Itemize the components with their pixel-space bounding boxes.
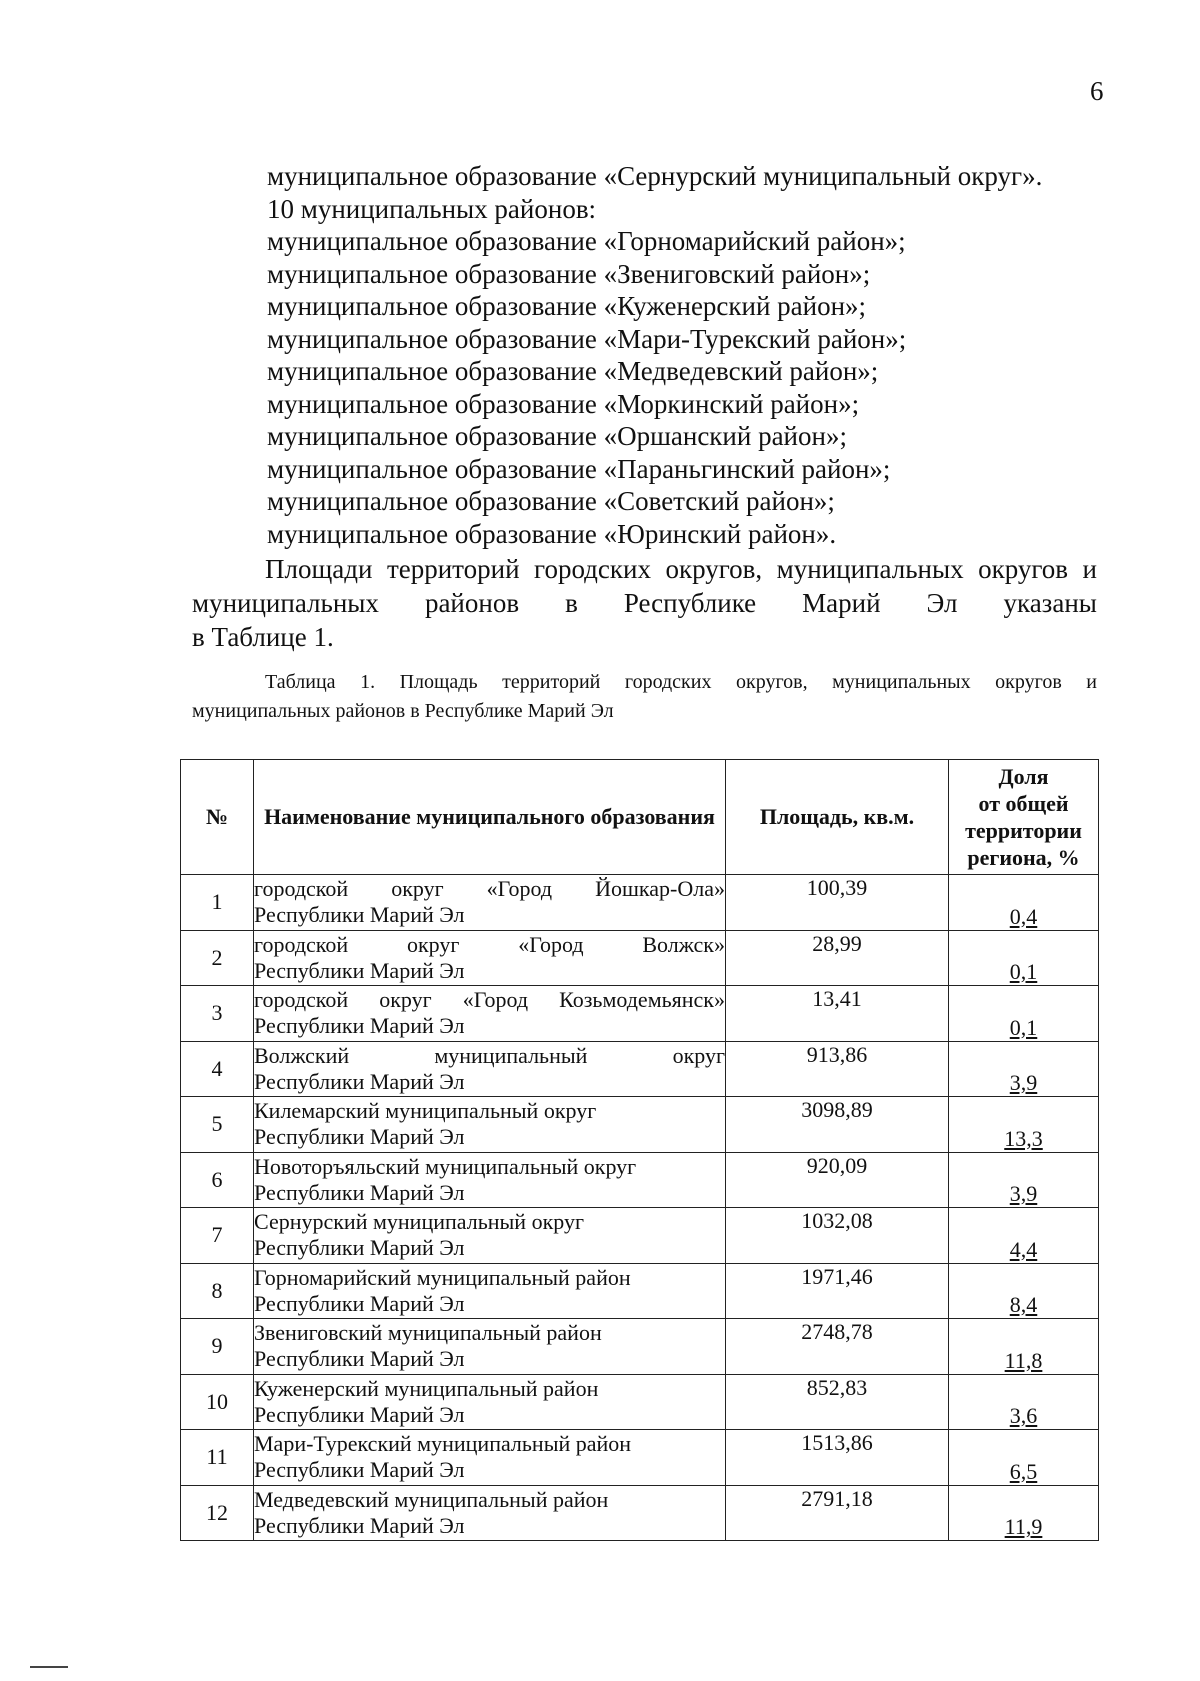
row-area: 2748,78 — [726, 1319, 949, 1375]
row-name-line: Республики Марий Эл — [254, 1401, 465, 1427]
row-num: 6 — [181, 1152, 254, 1208]
paragraph-word: в — [565, 588, 578, 618]
row-num: 8 — [181, 1263, 254, 1319]
row-name-line: Республики Марий Эл — [254, 957, 465, 983]
row-name-line: Республики Марий Эл — [254, 1512, 465, 1538]
row-name-line: Волжский муниципальный округ — [254, 1042, 725, 1068]
row-area: 2791,18 — [726, 1485, 949, 1541]
table-row — [181, 1208, 1099, 1264]
row-share — [949, 1374, 1099, 1430]
row-name-line: городской округ «Город Йошкар-Ола» — [254, 876, 725, 902]
row-share-value: 8,4 — [1009, 1292, 1038, 1317]
row-share-value: 3,9 — [1009, 1070, 1038, 1095]
row-name-line: Килемарский муниципальный округ — [254, 1098, 597, 1124]
footer-divider — [30, 1666, 68, 1668]
header-share — [949, 760, 1099, 875]
header-share-line: территории — [965, 818, 1082, 843]
row-area: 920,09 — [726, 1152, 949, 1208]
list-item: муниципальное образование «Моркинский район»; — [267, 388, 860, 419]
row-name-line: Звениговский муниципальный район — [254, 1320, 602, 1346]
row-name — [254, 930, 726, 986]
row-name-line: Республики Марий Эл — [254, 902, 465, 928]
table-row — [181, 1319, 1099, 1375]
list-item: муниципальное образование «Юринский район». — [267, 518, 837, 549]
row-share — [949, 1319, 1099, 1375]
row-share-value: 13,3 — [1004, 1125, 1043, 1151]
table-row — [181, 1041, 1099, 1097]
row-num: 12 — [181, 1485, 254, 1541]
row-name — [254, 986, 726, 1042]
row-name-line: Медведевский муниципальный район — [254, 1486, 609, 1512]
row-name-line: Республики Марий Эл — [254, 1235, 465, 1261]
row-name-line: Республики Марий Эл — [254, 1124, 465, 1150]
row-share-value: 11,8 — [1004, 1347, 1043, 1373]
row-num: 7 — [181, 1208, 254, 1264]
row-num: 5 — [181, 1097, 254, 1153]
row-name-line: Республики Марий Эл — [254, 1179, 465, 1205]
header-area: Площадь, кв.м. — [726, 760, 949, 875]
row-num: 4 — [181, 1041, 254, 1097]
row-share — [949, 1263, 1099, 1319]
row-share — [949, 1041, 1099, 1097]
row-area: 100,39 — [726, 875, 949, 931]
row-area: 1032,08 — [726, 1208, 949, 1264]
row-name — [254, 1263, 726, 1319]
row-name-line: Мари-Турекский муниципальный район — [254, 1431, 632, 1457]
table-row — [181, 875, 1099, 931]
paragraph-word: Республике — [623, 588, 757, 618]
header-share-line: Доля — [998, 764, 1049, 789]
table-row — [181, 986, 1099, 1042]
paragraph-line — [192, 586, 1097, 620]
row-name-line: городской округ «Город Волжск» — [254, 931, 725, 957]
row-area: 1971,46 — [726, 1263, 949, 1319]
paragraph-word: указаны — [1003, 588, 1097, 618]
paragraph-word: Марий — [802, 588, 881, 618]
row-share-value: 3,6 — [1009, 1403, 1038, 1428]
list-item: муниципальное образование «Советский район»; — [267, 486, 835, 516]
row-name-line: Республики Марий Эл — [254, 1290, 465, 1316]
caption-line: муниципальных районов в Республике Марий Эл — [192, 700, 614, 722]
row-share-value: 3,9 — [1009, 1181, 1038, 1206]
list-item: муниципальное образование «Параньгинский район»; — [267, 453, 891, 484]
row-share — [949, 986, 1099, 1042]
list-item: 10 муниципальных районов: — [267, 193, 597, 224]
areas-table — [180, 759, 1099, 1541]
municipal-list — [267, 160, 1107, 550]
row-num: 1 — [181, 875, 254, 931]
table-caption — [192, 668, 1097, 726]
list-item: муниципальное образование «Медведевский район»; — [267, 356, 879, 386]
row-name-line: городской округ «Город Козьмодемьянск» — [254, 987, 725, 1013]
row-name-line: Горномарийский муниципальный район — [254, 1264, 631, 1290]
row-share-value: 0,1 — [1009, 1014, 1038, 1040]
row-num: 3 — [181, 986, 254, 1042]
row-name-line: Новоторъяльский муниципальный округ — [254, 1153, 637, 1179]
row-num: 11 — [181, 1430, 254, 1486]
paragraph-line: Площади территорий городских округов, муниципальных округов и — [265, 554, 1097, 584]
list-item: муниципальное образование «Куженерский район»; — [267, 291, 867, 321]
row-share-value: 0,4 — [1009, 903, 1038, 929]
row-name — [254, 1319, 726, 1375]
row-name-line: Республики Марий Эл — [254, 1068, 465, 1094]
table-row — [181, 1430, 1099, 1486]
header-num: № — [181, 760, 254, 875]
row-share — [949, 1097, 1099, 1153]
row-name — [254, 1041, 726, 1097]
row-share — [949, 1430, 1099, 1486]
row-name-line: Сернурский муниципальный округ — [254, 1209, 584, 1235]
row-name — [254, 1152, 726, 1208]
row-area: 13,41 — [726, 986, 949, 1042]
row-share — [949, 1152, 1099, 1208]
table-row — [181, 1485, 1099, 1541]
row-name-line: Республики Марий Эл — [254, 1346, 465, 1372]
row-share-value: 0,1 — [1009, 959, 1038, 984]
header-share-line: от общей — [978, 791, 1069, 816]
row-share-value: 11,9 — [1004, 1514, 1043, 1539]
row-name — [254, 1097, 726, 1153]
row-share — [949, 1208, 1099, 1264]
list-item: муниципальное образование «Звениговский район»; — [267, 258, 871, 289]
row-name — [254, 875, 726, 931]
table-row — [181, 1374, 1099, 1430]
row-area: 1513,86 — [726, 1430, 949, 1486]
row-share — [949, 875, 1099, 931]
row-area: 913,86 — [726, 1041, 949, 1097]
row-num: 10 — [181, 1374, 254, 1430]
paragraph-line: в Таблице 1. — [192, 622, 334, 652]
table-row — [181, 930, 1099, 986]
row-num: 9 — [181, 1319, 254, 1375]
row-name — [254, 1208, 726, 1264]
row-num: 2 — [181, 930, 254, 986]
table-row — [181, 1263, 1099, 1319]
row-share-value: 6,5 — [1009, 1458, 1038, 1484]
header-share-line: региона, % — [967, 845, 1080, 870]
header-name: Наименование муниципального образования — [254, 760, 726, 875]
paragraph-word: районов — [424, 588, 520, 618]
paragraph-word: Эл — [926, 588, 958, 618]
row-area: 852,83 — [726, 1374, 949, 1430]
page-number: 6 — [1090, 76, 1104, 106]
caption-line: Таблица 1. Площадь территорий городских округов, муниципальных округов и — [265, 671, 1097, 693]
row-share — [949, 1485, 1099, 1541]
list-item: муниципальное образование «Оршанский район»; — [267, 421, 847, 451]
row-share — [949, 930, 1099, 986]
row-area: 28,99 — [726, 930, 949, 986]
list-item: муниципальное образование «Сернурский муниципальный округ». — [267, 161, 1043, 191]
table-row — [181, 1152, 1099, 1208]
row-name — [254, 1485, 726, 1541]
row-name-line: Республики Марий Эл — [254, 1457, 465, 1483]
row-name — [254, 1430, 726, 1486]
table-row — [181, 1097, 1099, 1153]
list-item: муниципальное образование «Мари-Турекский район»; — [267, 323, 907, 354]
row-share-value: 4,4 — [1009, 1236, 1038, 1262]
list-item: муниципальное образование «Горномарийский район»; — [267, 226, 906, 256]
table-header-row — [181, 760, 1099, 875]
paragraph-word: муниципальных — [192, 588, 379, 618]
row-name — [254, 1374, 726, 1430]
row-name-line: Куженерский муниципальный район — [254, 1375, 599, 1401]
area-paragraph — [192, 552, 1097, 654]
row-name-line: Республики Марий Эл — [254, 1013, 465, 1039]
row-area: 3098,89 — [726, 1097, 949, 1153]
